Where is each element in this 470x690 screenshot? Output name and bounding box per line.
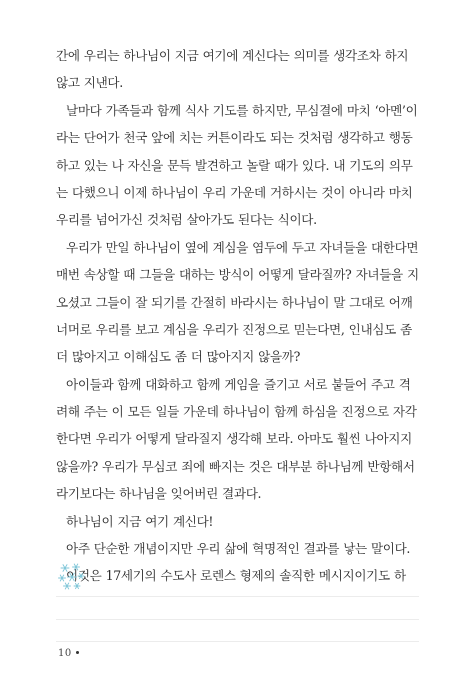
text-line: 우리가 만일 하나님이 옆에 계심을 염두에 두고 자녀들을 대한다면 [66, 239, 419, 255]
text-line: 는 다했으니 이제 하나님이 우리 가운데 거하시는 것이 아니라 마치 [56, 184, 413, 200]
body-text [56, 42, 422, 590]
page-number [58, 648, 79, 659]
snowflake-cluster-icon [56, 561, 86, 591]
text-line: 아이들과 함께 대화하고 함께 게임을 즐기고 서로 붙들어 주고 격 [66, 376, 411, 392]
divider-line [56, 596, 419, 597]
text-line: 아주 단순한 개념이지만 우리 삶에 혁명적인 결과를 낳는 말이다. [66, 541, 411, 557]
text-line: 매번 속상할 때 그들을 대하는 방식이 어떻게 달라질까? 자녀들을 지 [56, 267, 419, 283]
text-line: 한다면 우리가 어떻게 달라질지 생각해 보라. 아마도 훨씬 나아지지 [56, 431, 412, 447]
text-line: 날마다 가족들과 함께 식사 기도를 하지만, 무심결에 마치 ‘아멘’이 [66, 102, 418, 118]
text-line: 라기보다는 하나님을 잊어버린 결과다. [56, 486, 262, 502]
text-line: 우리를 넘어가신 것처럼 살아가도 된다는 식이다. [56, 212, 317, 228]
text-line: 간에 우리는 하나님이 지금 여기에 계신다는 의미를 생각조차 하지 [56, 48, 409, 63]
text-line: 려해 주는 이 모든 일들 가운데 하나님이 함께 하심을 진정으로 자각 [56, 404, 417, 420]
text-line: 라는 단어가 천국 앞에 치는 커튼이라도 되는 것처럼 생각하고 행동 [56, 130, 413, 146]
divider-line [56, 619, 419, 620]
text-line: 않을까? 우리가 무심코 죄에 빠지는 것은 대부분 하나님께 반항해서 [56, 458, 415, 474]
text-line: 이것은 17세기의 수도사 로렌스 형제의 솔직한 메시지이기도 하 [66, 568, 406, 584]
divider-line [56, 641, 419, 642]
text-line: 하나님이 지금 여기 계신다! [66, 513, 214, 529]
text-line: 더 많아지고 이해심도 좀 더 많아지지 않을까? [56, 349, 301, 365]
text-line: 너머로 우리를 보고 계심을 우리가 진정으로 믿는다면, 인내심도 좀 [56, 321, 412, 337]
text-line: 않고 지낸다. [56, 75, 123, 91]
text-line: 오셨고 그들이 잘 되기를 간절히 바라시는 하나님이 말 그대로 어깨 [56, 294, 413, 310]
bullet-dot-icon [76, 651, 79, 654]
text-line: 하고 있는 나 자신을 문득 발견하고 놀랄 때가 있다. 내 기도의 의무 [56, 157, 413, 173]
page-number-text: 10 [58, 648, 72, 659]
